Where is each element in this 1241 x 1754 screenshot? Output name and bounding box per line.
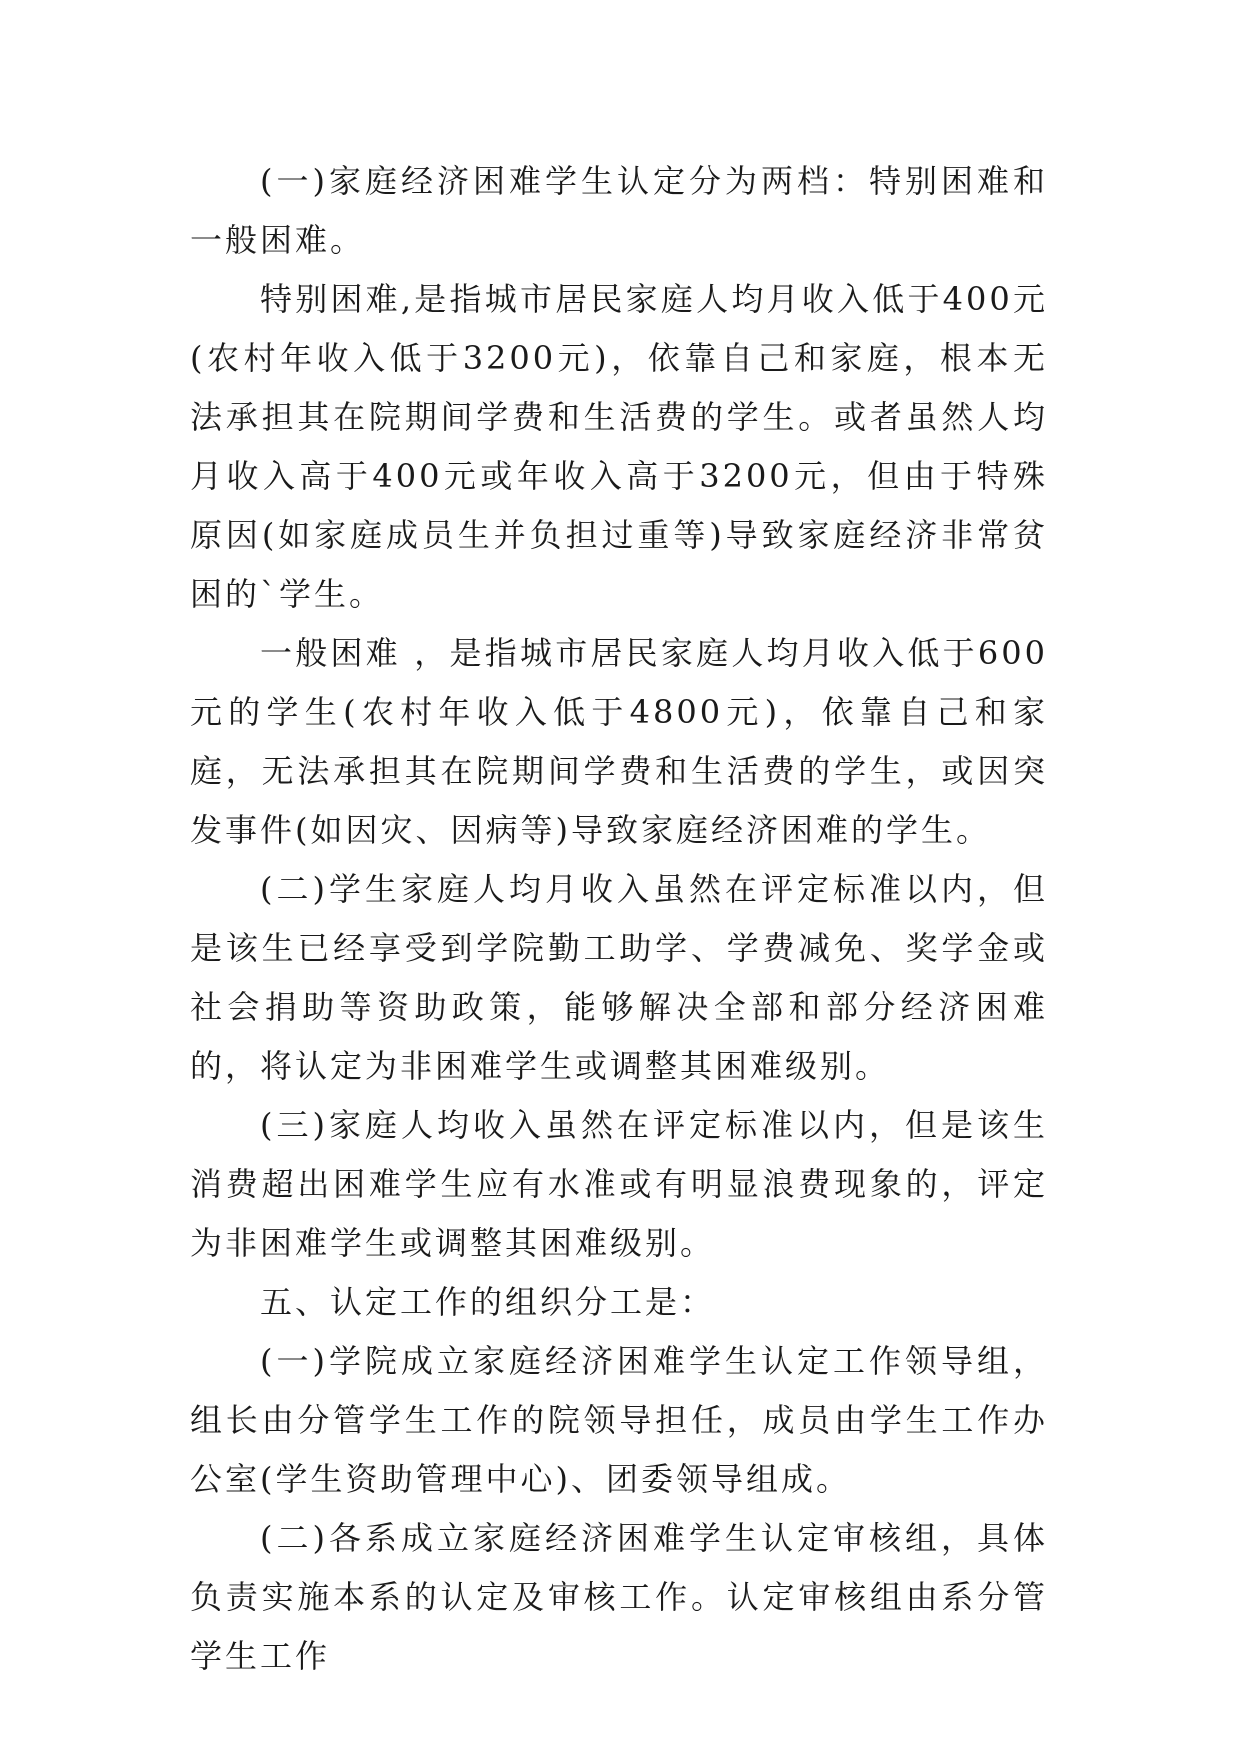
paragraph-6: (一)学院成立家庭经济困难学生认定工作领导组，组长由分管学生工作的院领导担任，成员由学生工作办公室(学生资助管理中心)、团委领导组成。 [190,1342,1048,1498]
paragraph-7: (二)各系成立家庭经济困难学生认定审核组，具体负责实施本系的认定及审核工作。认定审核组由系分管学生工作 [190,1519,1048,1675]
paragraph-5: (三)家庭人均收入虽然在评定标准以内，但是该生消费超出困难学生应有水准或有明显浪费现象的，评定为非困难学生或调整其困难级别。 [190,1106,1048,1262]
section-heading-5: 五、认定工作的组织分工是： [260,1283,716,1321]
paragraph-3: 一般困难 ，是指城市居民家庭人均月收入低于600元的学生(农村年收入低于4800元)，依靠自己和家庭，无法承担其在院期间学费和生活费的学生，或因突发事件(如因灾、因病等)导致家庭经济困难的学生。 [190,634,1048,849]
paragraph-4: (二)学生家庭人均月收入虽然在评定标准以内，但是该生已经享受到学院勤工助学、学费减免、奖学金或社会捐助等资助政策，能够解决全部和部分经济困难的，将认定为非困难学生或调整其困难级别。 [190,870,1048,1085]
paragraph-2: 特别困难,是指城市居民家庭人均月收入低于400元(农村年收入低于3200元)，依靠自己和家庭，根本无法承担其在院期间学费和生活费的学生。或者虽然人均月收入高于400元或年收入高于3200元，但由于特殊原因(如家庭成员生并负担过重等)导致家庭经济非常贫困的`学生。 [190,280,1048,613]
document-body [190,152,1048,1686]
paragraph-1: (一)家庭经济困难学生认定分为两档：特别困难和一般困难。 [190,162,1048,259]
